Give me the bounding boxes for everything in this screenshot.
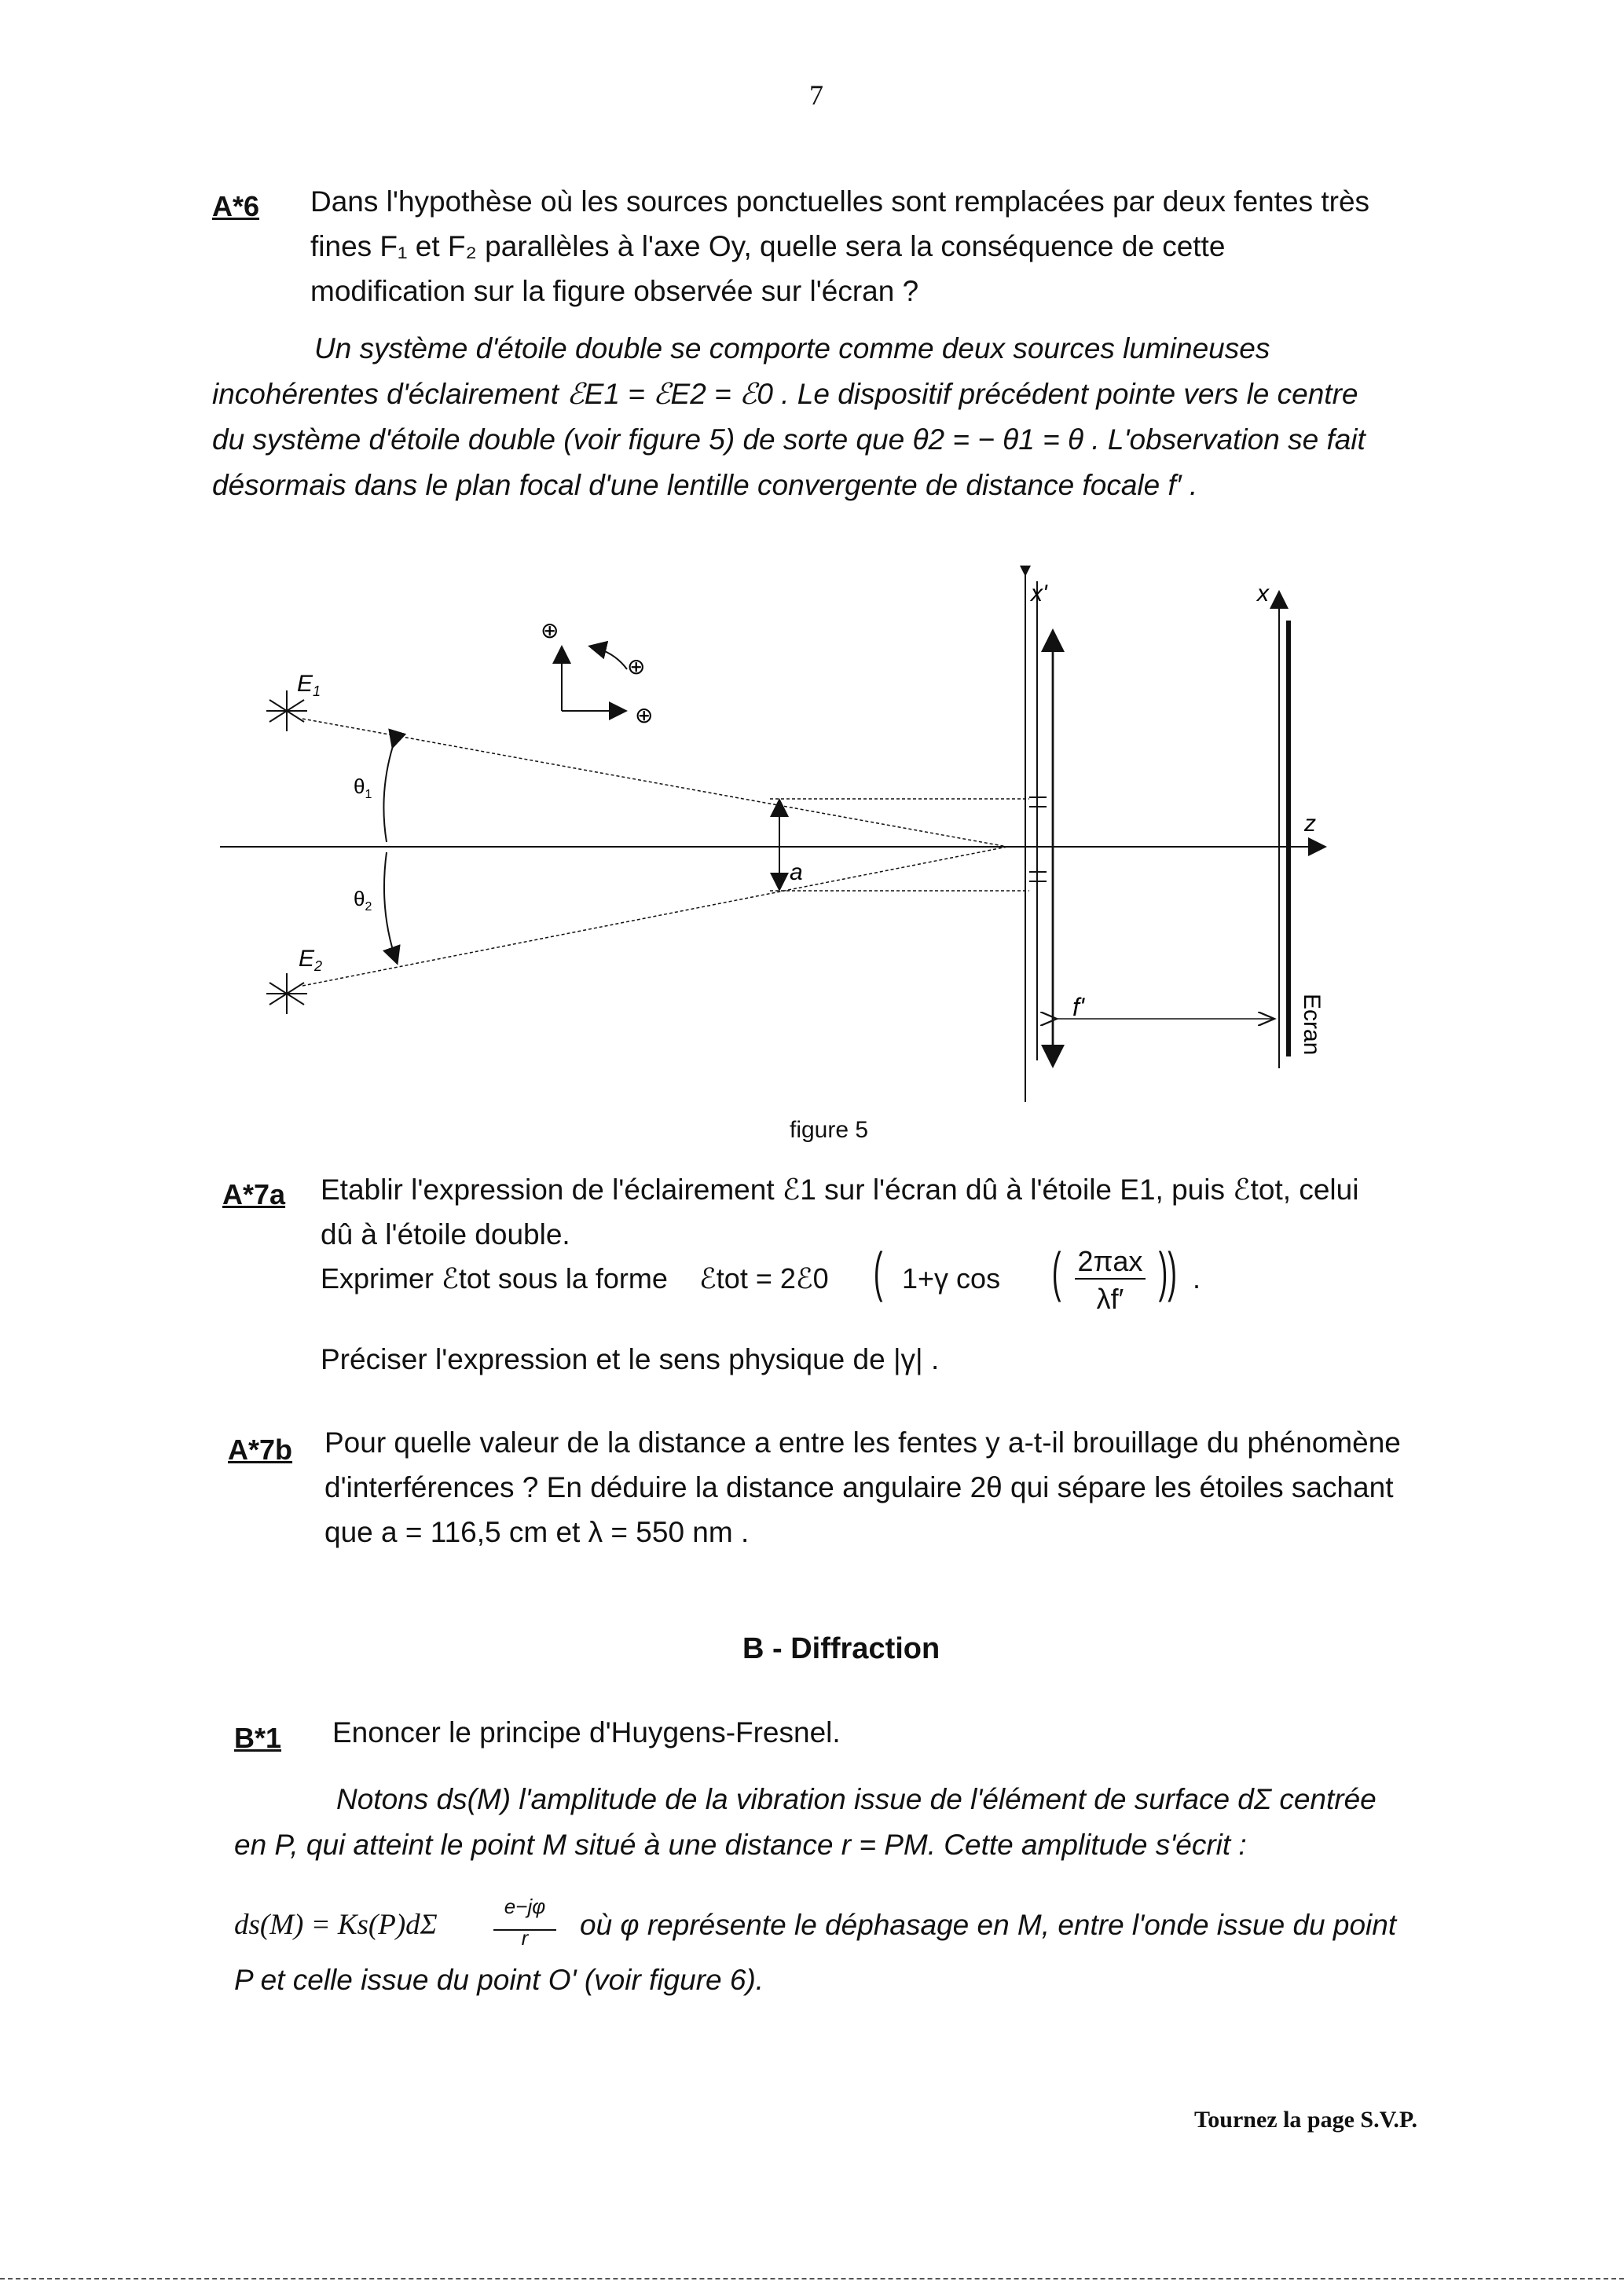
page-number: 7 (809, 79, 823, 111)
question-a7a (321, 1167, 1476, 1257)
star-e2 (266, 973, 307, 1014)
question-a7b-line-3: que a = 116,5 cm et λ = 550 nm . (324, 1516, 750, 1548)
eq-rest: où φ représente le déphasage en M, entre l'onde issue du point (580, 1909, 1397, 1941)
intro-line-1: Un système d'étoile double se comporte comme deux sources lumineuses (314, 332, 1270, 364)
figure-caption: figure 5 (790, 1117, 869, 1143)
question-label-a7a: A*7a (222, 1178, 286, 1210)
question-a7a-line-2: dû à l'étoile double. (321, 1218, 570, 1251)
question-a6-line-1: Dans l'hypothèse où les sources ponctuelles sont remplacées par deux fentes très (310, 185, 1370, 218)
question-label-a7b: A*7b (228, 1434, 293, 1466)
label-e1: $E_1$ (297, 671, 321, 699)
formula-denominator: λf′ (1096, 1283, 1124, 1315)
b-intro-equation (234, 1884, 1483, 1950)
b-intro-line-4: P et celle issue du point O' (voir figure 6). (234, 1964, 764, 1996)
label-a: a (790, 859, 803, 885)
b-intro (234, 1777, 1483, 1868)
label-x: x (1257, 580, 1269, 606)
formula-etot: Exprimer ℰtot sous la forme ℰtot = 2ℰ0 ( 1+γ cos ( 2πax λf′ )) . (321, 1241, 1201, 1315)
arc-theta2 (384, 852, 397, 962)
eq-numerator: e−jφ (493, 1884, 556, 1931)
formula-lhs: ℰtot = 2ℰ0 (699, 1262, 829, 1294)
eq-denominator: r (521, 1926, 529, 1950)
formula-numerator: 2πax (1075, 1245, 1146, 1280)
question-b1: Enoncer le principe d'Huygens-Fresnel. (332, 1716, 841, 1749)
small-rotation-arrow (591, 646, 627, 669)
arc-theta1 (383, 746, 393, 842)
question-a7b (324, 1420, 1479, 1554)
ray-e1 (302, 719, 1007, 847)
question-a6-line-3: modification sur la figure observée sur l'écran ? (310, 275, 919, 307)
question-a6 (310, 179, 1473, 313)
label-x-prime: x' (1031, 580, 1047, 606)
symbol-oplus-2: ⊕ (627, 654, 646, 679)
question-label-b1: B*1 (234, 1722, 282, 1754)
question-a7b-line-1: Pour quelle valeur de la distance a entre les fentes y a-t-il brouillage du phénomène (324, 1426, 1401, 1459)
b-intro-line-1: Notons ds(M) l'amplitude de la vibration issue de l'élément de surface dΣ centrée (336, 1783, 1377, 1815)
section-b-title: B - Diffraction (742, 1632, 940, 1665)
label-z: z (1304, 811, 1316, 837)
intro-line-4: désormais dans le plan focal d'une lentille convergente de distance focale f′ . (212, 469, 1198, 501)
eq-lhs: ds(M) = Ks(P)dΣ (234, 1909, 438, 1941)
symbol-oplus-3: ⊕ (635, 703, 654, 727)
ray-e2 (302, 847, 1007, 986)
question-a7a-line-1: Etablir l'expression de l'éclairement ℰ1 sur l'écran dû à l'étoile E1, puis ℰtot, celui (321, 1174, 1359, 1206)
intro-line-3: du système d'étoile double (voir figure 5) de sorte que θ2 = − θ1 = θ . L'observation se fait (212, 423, 1366, 456)
question-a7b-line-2: d'interférences ? En déduire la distance angulaire 2θ qui sépare les étoiles sachant (324, 1471, 1394, 1503)
figure-5 (212, 566, 1391, 1115)
question-label-a6: A*6 (212, 190, 260, 222)
question-a7a-line-4: Préciser l'expression et le sens physique de |γ| . (321, 1343, 940, 1375)
page-bottom-rule (0, 2278, 1624, 2280)
label-theta2: $\theta_2$ (354, 887, 372, 914)
label-ecran: Ecran (1299, 994, 1325, 1056)
intro-paragraph (212, 326, 1477, 508)
formula-prefix: Exprimer ℰtot sous la forme (321, 1262, 668, 1294)
label-theta1: $\theta_1$ (354, 774, 372, 801)
question-a6-line-2: fines F₁ et F₂ parallèles à l'axe Oy, quelle sera la conséquence de cette (310, 230, 1226, 262)
footer-next-page: Tournez la page S.V.P. (1194, 2107, 1417, 2133)
symbol-oplus-1: ⊕ (541, 618, 559, 643)
label-f-prime: f' (1072, 993, 1084, 1021)
label-e2: $E_2$ (299, 946, 323, 974)
formula-mid: 1+γ cos (902, 1262, 1001, 1294)
intro-line-2: incohérentes d'éclairement ℰE1 = ℰE2 = ℰ0 . Le dispositif précédent pointe vers le centre (212, 378, 1358, 410)
b-intro-line-2: en P, qui atteint le point M situé à une distance r = PM. Cette amplitude s'écrit : (234, 1829, 1247, 1861)
